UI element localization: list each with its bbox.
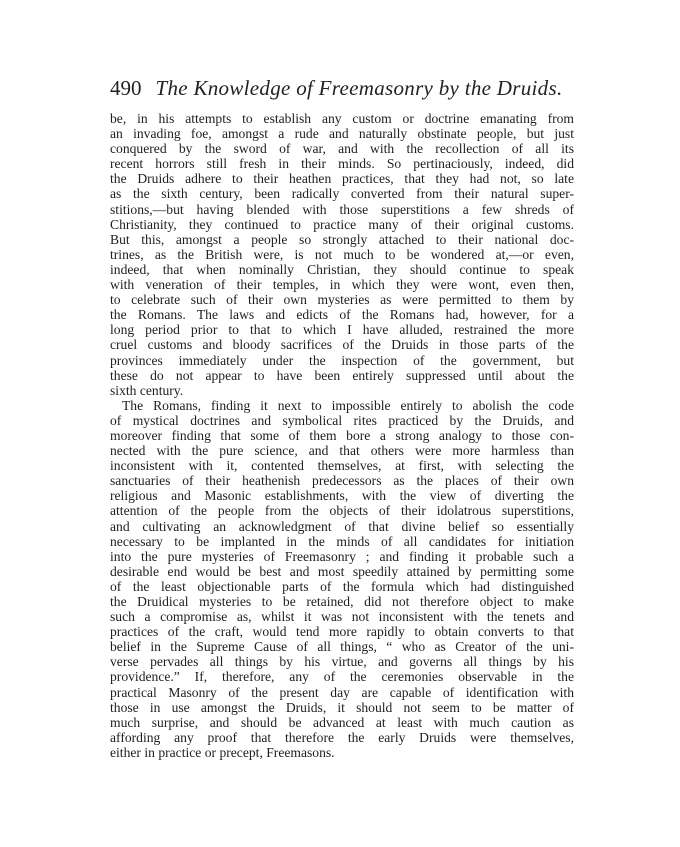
- paragraph: [110, 111, 574, 398]
- text-line: to celebrate such of their own mysteries as were permitted to them by: [110, 292, 574, 308]
- text-line: cruel customs and bloody sacrifices of the Druids in those parts of the: [110, 337, 574, 353]
- text-line: stitions,—but having blended with those superstitions a few shreds of: [110, 201, 574, 217]
- text-line: recent horrors still fresh in their minds. So pertinaciously, indeed, did: [110, 156, 574, 172]
- text-line: as the sixth century, been radically converted from their natural super-: [110, 186, 574, 202]
- body-text: [110, 111, 574, 760]
- text-line: religious and Masonic establishments, with the view of diverting the: [110, 488, 574, 504]
- text-line: practical Masonry of the present day are capable of identification with: [110, 684, 574, 700]
- running-header: [110, 76, 580, 100]
- text-line: desirable end would be best and most speedily attained by permitting some: [110, 563, 574, 579]
- text-line: Christianity, they continued to practice many of their original customs.: [110, 216, 574, 232]
- text-line: But this, amongst a people so strongly attached to their national doc-: [110, 231, 574, 247]
- text-line: trines, as the British were, is not much to be wondered at,—or even,: [110, 246, 574, 262]
- text-line: an invading foe, amongst a rude and naturally obstinate people, but just: [110, 126, 574, 142]
- text-line: of the least objectionable parts of the formula which had distinguished: [110, 578, 574, 594]
- running-title: The Knowledge of Freemasonry by the Druids.: [155, 76, 563, 100]
- text-line: indeed, that when nominally Christian, they should continue to speak: [110, 261, 574, 277]
- text-line: with veneration of their temples, in which they were wont, even then,: [110, 277, 574, 293]
- text-line: such a compromise as, whilst it was not inconsistent with the tenets and: [110, 609, 574, 625]
- text-line: and cultivating an acknowledgment of that divine belief so essentially: [110, 518, 574, 534]
- text-line: long period prior to that to which I have alluded, restrained the more: [110, 322, 574, 338]
- text-line: nected with the pure science, and that others were more harmless than: [110, 443, 574, 459]
- text-line: those in use amongst the Druids, it should not seem to be matter of: [110, 699, 574, 715]
- text-line: of mystical doctrines and symbolical rites practiced by the Druids, and: [110, 412, 574, 428]
- text-line: sanctuaries of their heathenish predecessors as the places of their own: [110, 473, 574, 489]
- text-line: into the pure mysteries of Freemasonry ; and finding it probable such a: [110, 548, 574, 564]
- text-line: much surprise, and should be advanced at least with much caution as: [110, 714, 574, 730]
- text-line: practices of the craft, would tend more rapidly to obtain converts to that: [110, 624, 574, 640]
- page-number: 490: [110, 76, 142, 100]
- text-line: belief in the Supreme Cause of all things, “ who as Creator of the uni-: [110, 639, 574, 655]
- text-line: provinces immediately under the inspection of the government, but: [110, 352, 574, 368]
- text-line: moreover finding that some of them bore a strong analogy to those con-: [110, 427, 574, 443]
- text-line: inconsistent with it, contented themselves, at first, with selecting the: [110, 458, 574, 474]
- text-line: The Romans, finding it next to impossible entirely to abolish the code: [122, 397, 574, 413]
- text-line: the Druids adhere to their heathen practices, that they had not, so late: [110, 171, 574, 187]
- text-line: conquered by the sword of war, and with the recollection of all its: [110, 141, 574, 157]
- text-line: sixth century.: [110, 382, 184, 398]
- paragraph: [110, 398, 574, 760]
- text-line: these do not appear to have been entirely suppressed until about the: [110, 367, 574, 383]
- text-line: attention of the people from the objects of their idolatrous superstitions,: [110, 503, 574, 519]
- text-line: be, in his attempts to establish any custom or doctrine emanating from: [110, 111, 574, 126]
- text-line: providence.” If, therefore, any of the ceremonies observable in the: [110, 669, 574, 685]
- text-line: necessary to be implanted in the minds of all candidates for initiation: [110, 533, 574, 549]
- text-line: the Romans. The laws and edicts of the Romans had, however, for a: [110, 307, 574, 323]
- text-line: affording any proof that therefore the early Druids were themselves,: [110, 729, 574, 745]
- text-line: verse pervades all things by his virtue, and governs all things by his: [110, 654, 574, 670]
- text-line: the Druidical mysteries to be retained, did not therefore object to make: [110, 594, 574, 609]
- text-line: either in practice or precept, Freemasons.: [110, 744, 335, 760]
